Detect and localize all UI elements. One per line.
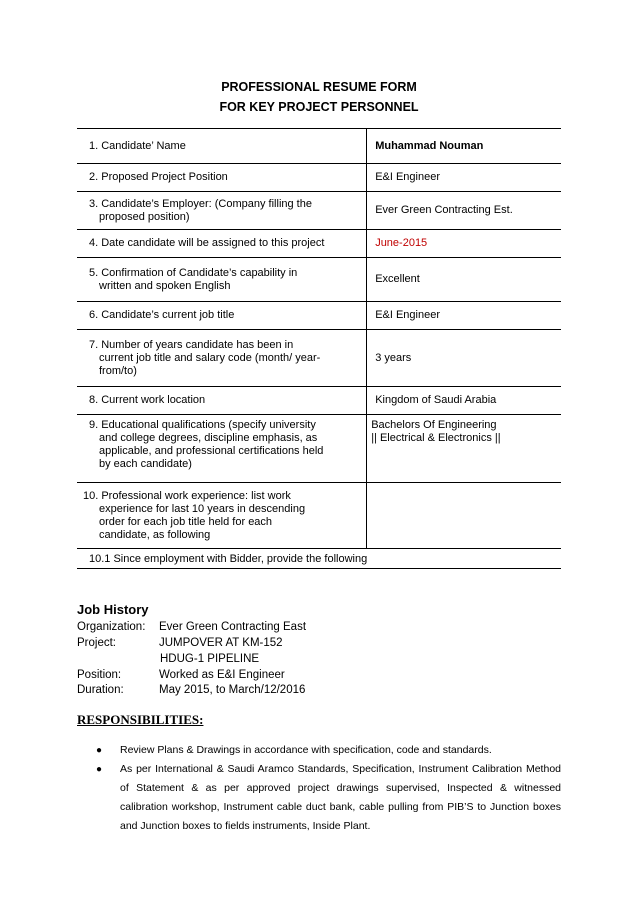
form-question: 1. Candidate’ Name	[77, 129, 367, 164]
organization-row	[77, 621, 306, 633]
form-question: 5. Confirmation of Candidate’s capability in written and spoken English	[77, 258, 367, 302]
proposed-position-value: E&I Engineer	[367, 164, 561, 192]
form-row-employer	[77, 192, 561, 230]
form-row-position	[77, 164, 561, 192]
form-title-line-2: FOR KEY PROJECT PERSONNEL	[219, 100, 419, 114]
duration-value: May 2015, to March/12/2016	[159, 684, 306, 696]
employer-value: Ever Green Contracting Est.	[367, 192, 561, 230]
form-question: 3. Candidate’s Employer: (Company filling the proposed position)	[77, 192, 367, 230]
work-location-value: Kingdom of Saudi Arabia	[367, 387, 561, 415]
form-row-education	[77, 415, 561, 483]
organization-value: Ever Green Contracting East	[159, 621, 307, 633]
project-value-2: HDUG-1 PIPELINE	[160, 653, 260, 665]
since-employment-text: 10.1 Since employment with Bidder, provide the following	[77, 549, 561, 569]
project-row	[77, 637, 283, 649]
experience-value	[367, 483, 561, 549]
education-value: Bachelors Of Engineering || Electrical & Electronics ||	[367, 415, 561, 483]
job-history-heading: Job History	[77, 602, 149, 617]
duration-label: Duration:	[77, 684, 124, 696]
form-row-location	[77, 387, 561, 415]
form-question: 2. Proposed Project Position	[77, 164, 367, 192]
current-job-title-value: E&I Engineer	[367, 302, 561, 330]
project-label: Project:	[77, 637, 116, 649]
years-value: 3 years	[367, 330, 561, 387]
candidate-name-value: Muhammad Nouman	[367, 129, 561, 164]
form-row-english	[77, 258, 561, 302]
assign-date-value: June-2015	[367, 230, 561, 258]
position-label: Position:	[77, 669, 122, 681]
bullet-icon: ●	[96, 745, 103, 756]
form-row-name	[77, 129, 561, 164]
form-row-experience	[77, 483, 561, 549]
form-question: 4. Date candidate will be assigned to this project	[77, 230, 367, 258]
responsibility-item: ● Review Plans & Drawings in accordance with specification, code and standards.	[77, 741, 561, 760]
position-value: Worked as E&I Engineer	[159, 669, 285, 681]
form-question: 8. Current work location	[77, 387, 367, 415]
form-row-assign-date	[77, 230, 561, 258]
form-row-years	[77, 330, 561, 387]
project-row-2	[160, 653, 259, 665]
duration-row	[77, 684, 305, 696]
form-question: 9. Educational qualifications (specify university and college degrees, discipline emphasis, as applicable, and professional certifications held by each candidate)	[77, 415, 367, 483]
responsibilities-heading: RESPONSIBILITIES:	[77, 712, 204, 727]
form-question: 6. Candidate’s current job title	[77, 302, 367, 330]
project-value: JUMPOVER AT KM-152	[159, 637, 283, 649]
form-question: 7. Number of years candidate has been in current job title and salary code (month/ year- from/to)	[77, 330, 367, 387]
form-row-since-employment	[77, 549, 561, 569]
form-row-job-title	[77, 302, 561, 330]
organization-label: Organization:	[77, 621, 146, 633]
resume-form-table	[77, 128, 561, 569]
form-title-line-1: PROFESSIONAL RESUME FORM	[221, 80, 417, 94]
responsibility-item: ● As per International & Saudi Aramco Standards, Specification, Instrument Calibration Method of Statement & as per approved project drawings supervised, Inspected & witnessed calibration workshop, Instrument cable duct bank, cable pulling from PIB’S to Junction boxes and Junction boxes to fields instruments, Inside Plant.	[77, 760, 561, 836]
bullet-icon: ●	[96, 764, 103, 775]
position-row	[77, 669, 285, 681]
form-question: 10. Professional work experience: list work experience for last 10 years in descending order for each job title held for each candidate, as following	[77, 483, 367, 549]
english-capability-value: Excellent	[367, 258, 561, 302]
